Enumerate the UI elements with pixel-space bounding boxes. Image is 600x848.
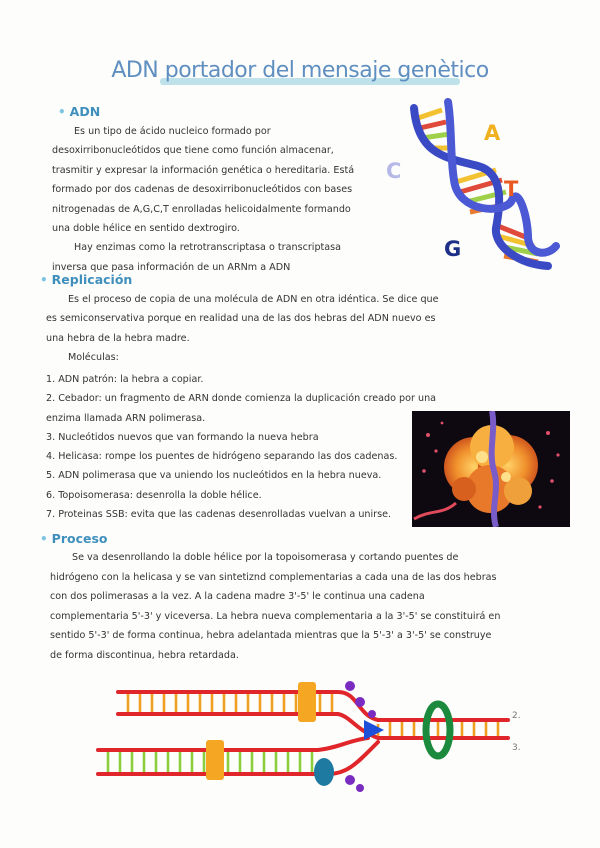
heading-proceso — [40, 531, 108, 546]
dna-strand-purple — [492, 411, 496, 527]
list-item: 5. ADN polimerasa que va uniendo los nucleótidos en la hebra nueva. — [46, 470, 382, 482]
list-item: 1. ADN patrón: la hebra a copiar. — [46, 374, 204, 385]
bullet-icon: • — [40, 532, 48, 546]
adn-paragraph-1: Es un tipo de ácido nucleico formado por desoxirribonucleótidos que tiene como función almacenar, trasmitir y expresar la información genética o hereditaria. Está formado por dos cadenas de desoxirribonucleótidos con bases nitrogenadas de A,G,C,T enrolladas helicoidalmente formando una doble hélice en sentido dextrogiro. — [52, 126, 355, 235]
adn-text — [52, 122, 370, 277]
letter-c: C — [386, 159, 402, 183]
helix-rungs — [418, 110, 538, 262]
heading-replicacion-label: Replicación — [51, 272, 133, 287]
bullet-icon: • — [40, 273, 48, 287]
page-title: ADN portador del mensaje genètico — [111, 58, 489, 83]
molecules-label: Moléculas: — [68, 352, 119, 364]
polymerase-block-bottom — [206, 740, 224, 780]
heading-replicacion — [40, 272, 132, 287]
letter-t: T — [504, 177, 519, 201]
fork-label-3: 3. — [512, 743, 521, 753]
ssb-protein — [314, 758, 334, 786]
polymerase-block-top — [298, 682, 316, 722]
list-item: 2. Cebador: un fragmento de ARN donde comienza la duplicación creado por una — [46, 393, 437, 405]
fork-label-2: 2. — [512, 711, 521, 721]
replication-fork-diagram — [88, 672, 528, 812]
replicacion-paragraph: Es el proceso de copia de una molécula de ADN en otra idéntica. Se dice que es semiconservativa porque en realidad una de las dos hebras del ADN nuevo es una hebra de la hebra madre. — [46, 294, 439, 344]
molecules-list — [46, 370, 437, 524]
heading-proceso-label: Proceso — [51, 531, 108, 546]
dna-helix-image — [378, 96, 564, 280]
replicacion-text — [46, 290, 446, 368]
proceso-text — [50, 548, 502, 666]
list-item: 4. Helicasa: rompe los puentes de hidrógeno separando las dos cadenas. — [46, 451, 398, 463]
protein-complex-image — [412, 411, 570, 527]
adn-paragraph-2: Hay enzimas como la retrotranscriptasa o transcriptasa inversa que pasa información de un ARNm a ADN — [52, 242, 342, 273]
bullet-icon: • — [58, 105, 66, 119]
list-item: enzima llamada ARN polimerasa. — [46, 412, 206, 424]
list-item: 6. Topoisomerasa: desenrolla la doble hélice. — [46, 489, 262, 501]
heading-adn — [58, 104, 100, 119]
letter-a: A — [484, 121, 501, 145]
list-item: 7. Proteinas SSB: evita que las cadenas desenrolladas vuelvan a unirse. — [46, 509, 392, 521]
letter-g: G — [444, 237, 462, 261]
list-item: 3. Nucleótidos nuevos que van formando la nueva hebra — [46, 431, 319, 443]
proceso-paragraph: Se va desenrollando la doble hélice por la topoisomerasa y cortando puentes de hidrógeno con la helicasa y se van sintetiznd complementarias a cada una de las dos hebras con dos polimerasas a la vez. A la cadena madre 3'-5' le continua una cadena complementaria 5'-3' y viceversa. La hebra nueva complementaria a la 3'-5' se constituirá en sentido 5'-3' de forma continua, hebra adelantada mientras que la 5'-3' a 3'-5' se construye de forma discontinua, hebra retardada. — [50, 552, 501, 661]
heading-adn-label: ADN — [69, 104, 101, 119]
